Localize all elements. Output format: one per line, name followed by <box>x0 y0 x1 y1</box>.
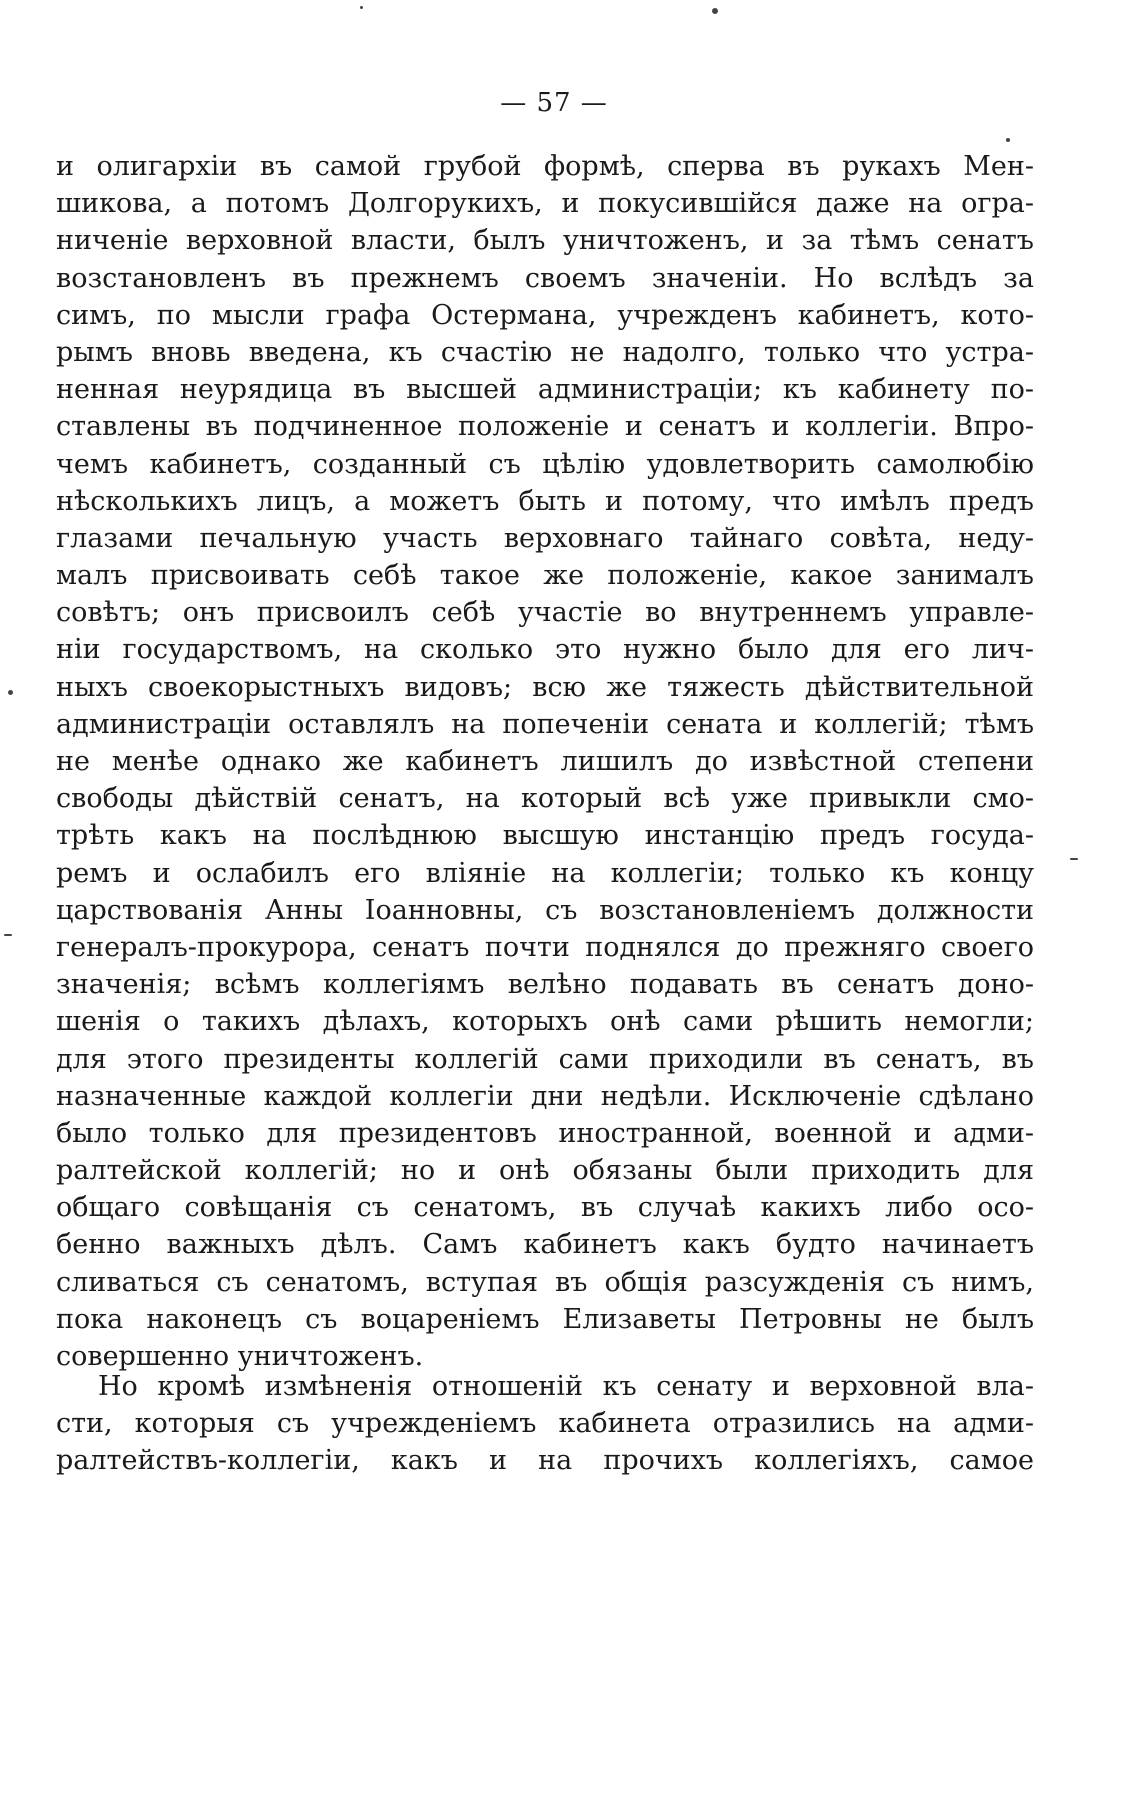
text-line: рымъ вновь введена, къ счастію не надолго, только что устра- <box>56 336 1034 368</box>
text-line: администраціи оставлялъ на попеченіи сената и коллегій; тѣмъ <box>56 708 1034 740</box>
text-line: значенія; всѣмъ коллегіямъ велѣно подавать въ сенатъ доно- <box>56 969 1034 1001</box>
text-line: трѣть какъ на послѣднюю высшую инстанцію предъ госуда- <box>56 820 1034 852</box>
text-line: бенно важныхъ дѣлъ. Самъ кабинетъ какъ будто начинаетъ <box>56 1229 1034 1261</box>
text-line: шикова, а потомъ Долгорукихъ, и покусившійся даже на огра- <box>56 188 1034 220</box>
scan-speck <box>8 690 13 695</box>
page-number: — 57 — <box>500 88 608 118</box>
text-line: назначенные каждой коллегіи дни недѣли. Исключеніе сдѣлано <box>56 1080 1034 1112</box>
text-line: совершенно уничтоженъ. <box>56 1341 424 1372</box>
text-line: сливаться съ сенатомъ, вступая въ общія разсужденія съ нимъ, <box>56 1266 1034 1298</box>
text-line: не менѣе однако же кабинетъ лишилъ до извѣстной степени <box>56 746 1034 777</box>
text-line: ненная неурядица въ высшей администраціи; къ кабинету по- <box>56 374 1034 406</box>
scan-speck <box>1070 858 1078 860</box>
text-line: шенія о такихъ дѣлахъ, которыхъ онѣ сами рѣшить немогли; <box>56 1006 1034 1038</box>
text-line: ныхъ своекорыстныхъ видовъ; всю же тяжесть дѣйствительной <box>56 671 1034 703</box>
scan-speck <box>360 6 363 9</box>
text-line: возстановленъ въ прежнемъ своемъ значеніи. Но вслѣдъ за <box>56 262 1034 294</box>
text-line: Но кромѣ измѣненія отношеній къ сенату и верховной вла- <box>98 1371 1034 1402</box>
scan-speck <box>4 934 12 936</box>
text-line: генералъ-прокурора, сенатъ почти поднялся до прежняго своего <box>56 931 1034 963</box>
text-line: ниченіе верховной власти, былъ уничтоженъ, и за тѣмъ сенатъ <box>56 225 1034 257</box>
text-line: совѣтъ; онъ присвоилъ себѣ участіе во внутреннемъ управле- <box>56 597 1034 629</box>
text-line: симъ, по мысли графа Остермана, учрежденъ кабинетъ, кото- <box>56 299 1034 331</box>
text-line: ралтейской коллегій; но и онѣ обязаны были приходить для <box>56 1155 1034 1187</box>
text-line: общаго совѣщанія съ сенатомъ, въ случаѣ какихъ либо осо- <box>56 1192 1034 1224</box>
scan-speck <box>712 8 718 14</box>
text-line: пока наконецъ съ воцареніемъ Елизаветы Петровны не былъ <box>56 1303 1034 1335</box>
text-line: ніи государствомъ, на сколько это нужно было для его лич- <box>56 634 1034 666</box>
text-line: малъ присвоивать себѣ такое же положеніе, какое занималъ <box>56 560 1034 592</box>
scan-speck <box>1006 138 1010 142</box>
text-line: глазами печальную участь верховнаго тайнаго совѣта, неду- <box>56 522 1034 554</box>
text-line: чемъ кабинетъ, созданный съ цѣлію удовлетворить самолюбію <box>56 448 1034 480</box>
text-line: сти, которыя съ учрежденіемъ кабинета отразились на адми- <box>56 1408 1034 1440</box>
text-line: ралтействъ-коллегіи, какъ и на прочихъ коллегіяхъ, самое <box>56 1445 1034 1477</box>
paragraph-2 <box>56 1368 1034 1480</box>
text-line: нѣсколькихъ лицъ, а можетъ быть и потому, что имѣлъ предъ <box>56 485 1034 517</box>
text-line: ставлены въ подчиненное положеніе и сенатъ и коллегіи. Впро- <box>56 411 1034 443</box>
text-line: для этого президенты коллегій сами приходили въ сенатъ, въ <box>56 1043 1034 1075</box>
text-line: и олигархіи въ самой грубой формѣ, сперва въ рукахъ Мен- <box>56 151 1034 182</box>
text-line: ремъ и ослабилъ его вліяніе на коллегіи; только къ концу <box>56 857 1034 889</box>
paragraph-1 <box>56 148 1034 1375</box>
text-line: царствованія Анны Іоанновны, съ возстановленіемъ должности <box>56 894 1034 926</box>
text-line: было только для президентовъ иностранной, военной и адми- <box>56 1117 1034 1149</box>
text-line: свободы дѣйствій сенатъ, на который всѣ уже привыкли смо- <box>56 783 1034 815</box>
